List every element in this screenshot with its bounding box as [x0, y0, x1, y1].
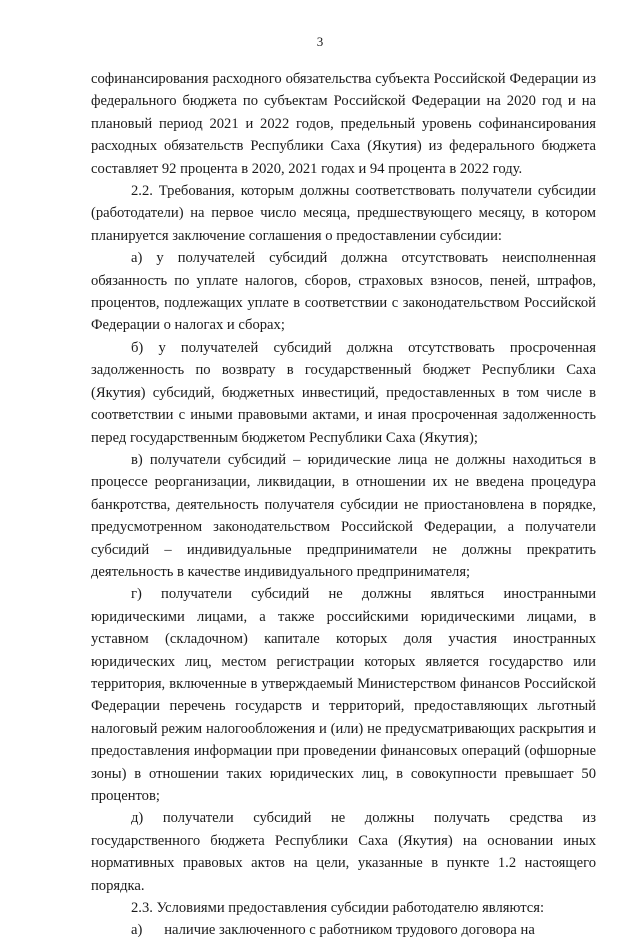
paragraph-2-3-item-a: а) наличие заключенного с работником трудового договора на	[131, 922, 535, 939]
paragraph-item-v: в) получатели субсидий – юридические лица не должны находиться в процессе реорганизации, ликвидации, в отношении их не введена процедура банкротства, деятельность получателя субсидии не приостановлена в порядке, предусмотренном законодательством Российской Федерации, а получатели субсидий – индивидуальные предприниматели не должны прекратить деятельность в качестве индивидуального предпринимателя;	[91, 451, 596, 580]
paragraph-2-3-conditions: 2.3. Условиями предоставления субсидии работодателю являются:	[131, 900, 544, 917]
page-number: 3	[316, 34, 324, 49]
paragraph-2-2-requirements: 2.2. Требования, которым должны соответствовать получатели субсидии (работодатели) на первое число месяца, предшествующего месяцу, в котором планируется заключение соглашения о предоставлении субсидии:	[91, 183, 596, 244]
paragraph-item-b: б) у получателей субсидий должна отсутствовать просроченная задолженность по возврату в государственный бюджет Республики Саха (Якутия) субсидий, бюджетных инвестиций, предоставленных в том числе в соответствии с иными правовыми актами, и иная просроченная задолженность перед государственным бюджетом Республики Саха (Якутия);	[91, 339, 596, 446]
paragraph-continuation: софинансирования расходного обязательства субъекта Российской Федерации из федерального бюджета по субъектам Российской Федерации на 2020 год и на плановый период 2021 и 2022 годов, предельный уровень софинансирования расходных обязательств Республики Саха (Якутия) из федерального бюджета составляет 92 процента в 2020, 2021 годах и 94 процента в 2022 году.	[91, 71, 596, 177]
paragraph-item-d: д) получатели субсидий не должны получать средства из государственного бюджета Республики Саха (Якутия) на основании иных нормативных правовых актов на цели, указанные в пункте 1.2 настоящего порядка.	[91, 810, 596, 894]
document-body	[91, 68, 596, 942]
paragraph-item-g: г) получатели субсидий не должны являться иностранными юридическими лицами, а также российскими юридическими лицами, в уставном (складочном) капитале которых доля участия иностранных юридических лиц, местом регистрации которых является государство или территория, включенные в утверждаемый Министерством финансов Российской Федерации перечень государств и территорий, предоставляющих льготный налоговый режим налогообложения и (или) не предусматривающих раскрытия и предоставления информации при проведении финансовых операций (офшорные зоны) в отношении таких юридических лиц, в совокупности превышает 50 процентов;	[91, 586, 596, 804]
paragraph-item-a: а) у получателей субсидий должна отсутствовать неисполненная обязанность по уплате налогов, сборов, страховых взносов, пеней, штрафов, процентов, подлежащих уплате в соответствии с законодательством Российской Федерации о налогах и сборах;	[91, 250, 596, 334]
